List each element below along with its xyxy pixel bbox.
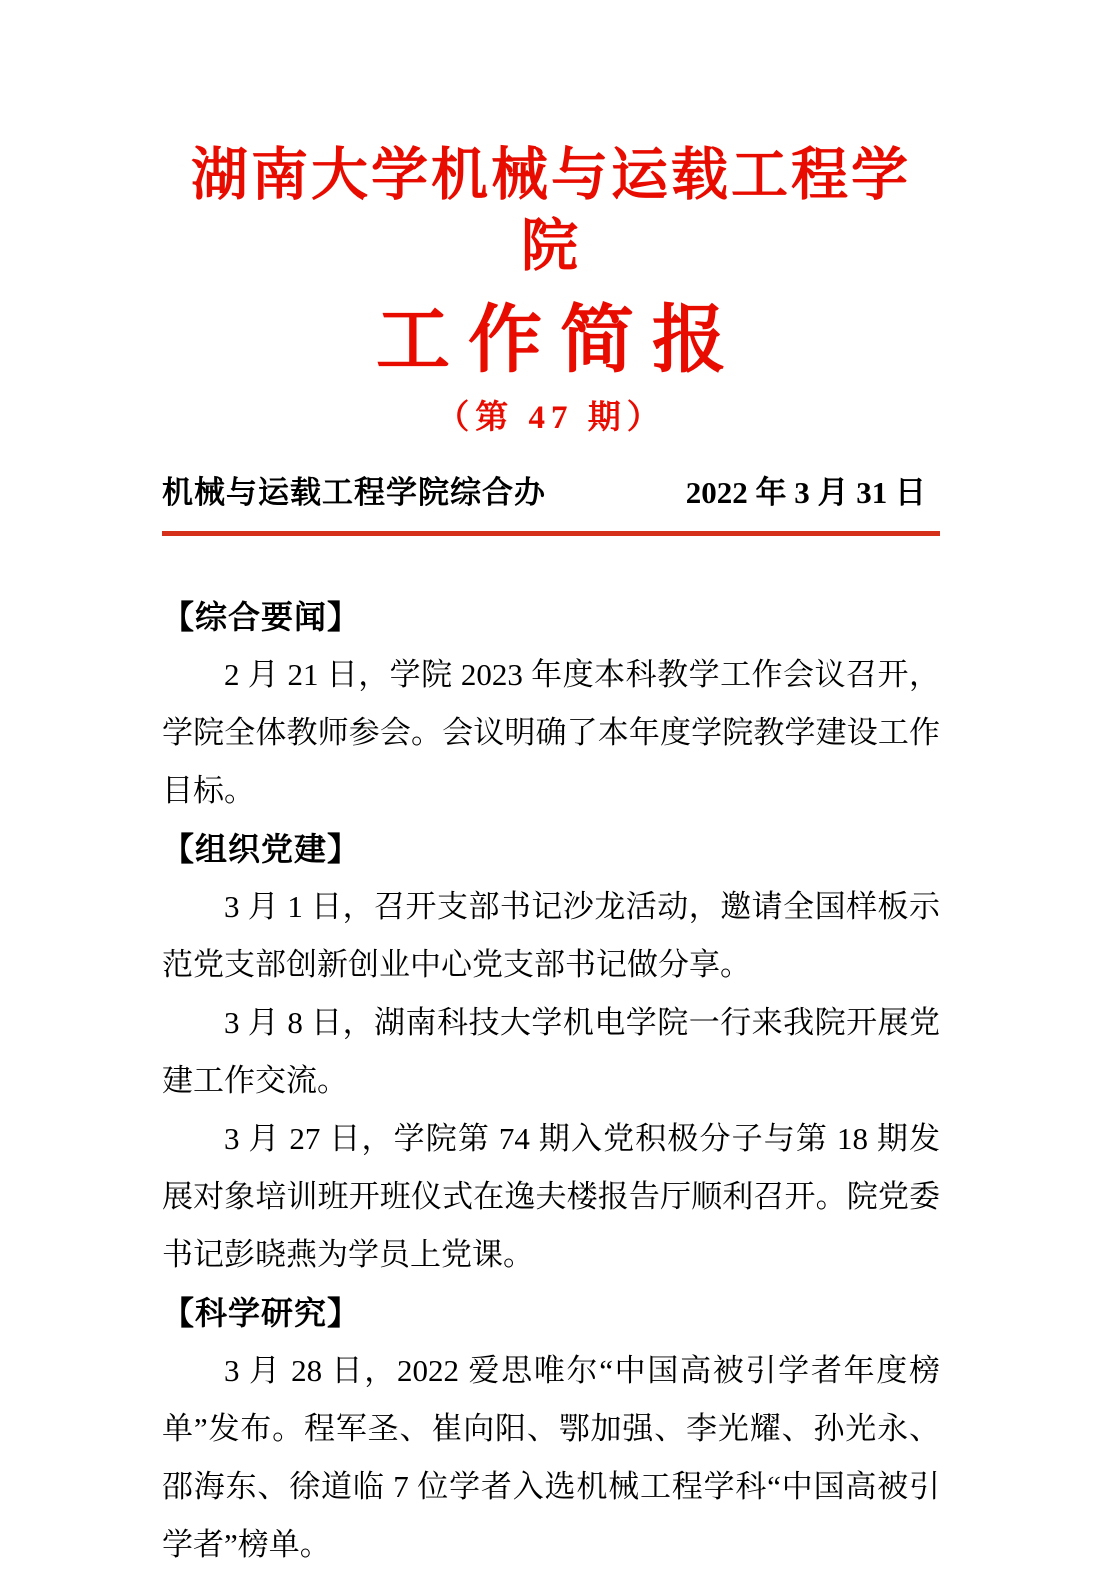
paragraph-scientific-research-1: 3 月 28 日，2022 爱思唯尔“中国高被引学者年度榜单”发布。程军圣、崔向阳、鄂加强、李光耀、孙光永、邵海东、徐道临 7 位学者入选机械工程学科“中国高被引学者”榜单。 (162, 1353, 940, 1563)
org-title: 湖南大学机械与运载工程学院 (191, 144, 911, 279)
paragraph-party-building-2: 3 月 8 日，湖南科技大学机电学院一行来我院开展党建工作交流。 (162, 1005, 940, 1099)
paragraph-party-building-3: 3 月 27 日，学院第 74 期入党积极分子与第 18 期发展对象培训班开班仪式在逸夫楼报告厅顺利召开。院党委书记彭晓燕为学员上党课。 (162, 1121, 940, 1273)
issue-date: 2022 年 3 月 31 日 (685, 475, 926, 511)
doc-title: 工作简报 (376, 299, 744, 382)
issue-number: （第 47 期） (436, 400, 666, 437)
meta-row (162, 474, 940, 511)
section-heading-general-news: 【综合要闻】 (162, 599, 361, 636)
document-body (162, 588, 940, 1574)
paragraph-party-building-1: 3 月 1 日，召开支部书记沙龙活动，邀请全国样板示范党支部创新创业中心党支部书记做分享。 (162, 889, 940, 983)
section-heading-scientific-research: 【科学研究】 (162, 1295, 361, 1332)
paragraph-general-news-1: 2 月 21 日，学院 2023 年度本科教学工作会议召开，学院全体教师参会。会议明确了本年度学院教学建设工作目标。 (162, 657, 940, 809)
section-heading-party-building: 【组织党建】 (162, 831, 361, 868)
red-divider-rule (162, 531, 940, 536)
issuing-office: 机械与运载工程学院综合办 (162, 475, 546, 511)
